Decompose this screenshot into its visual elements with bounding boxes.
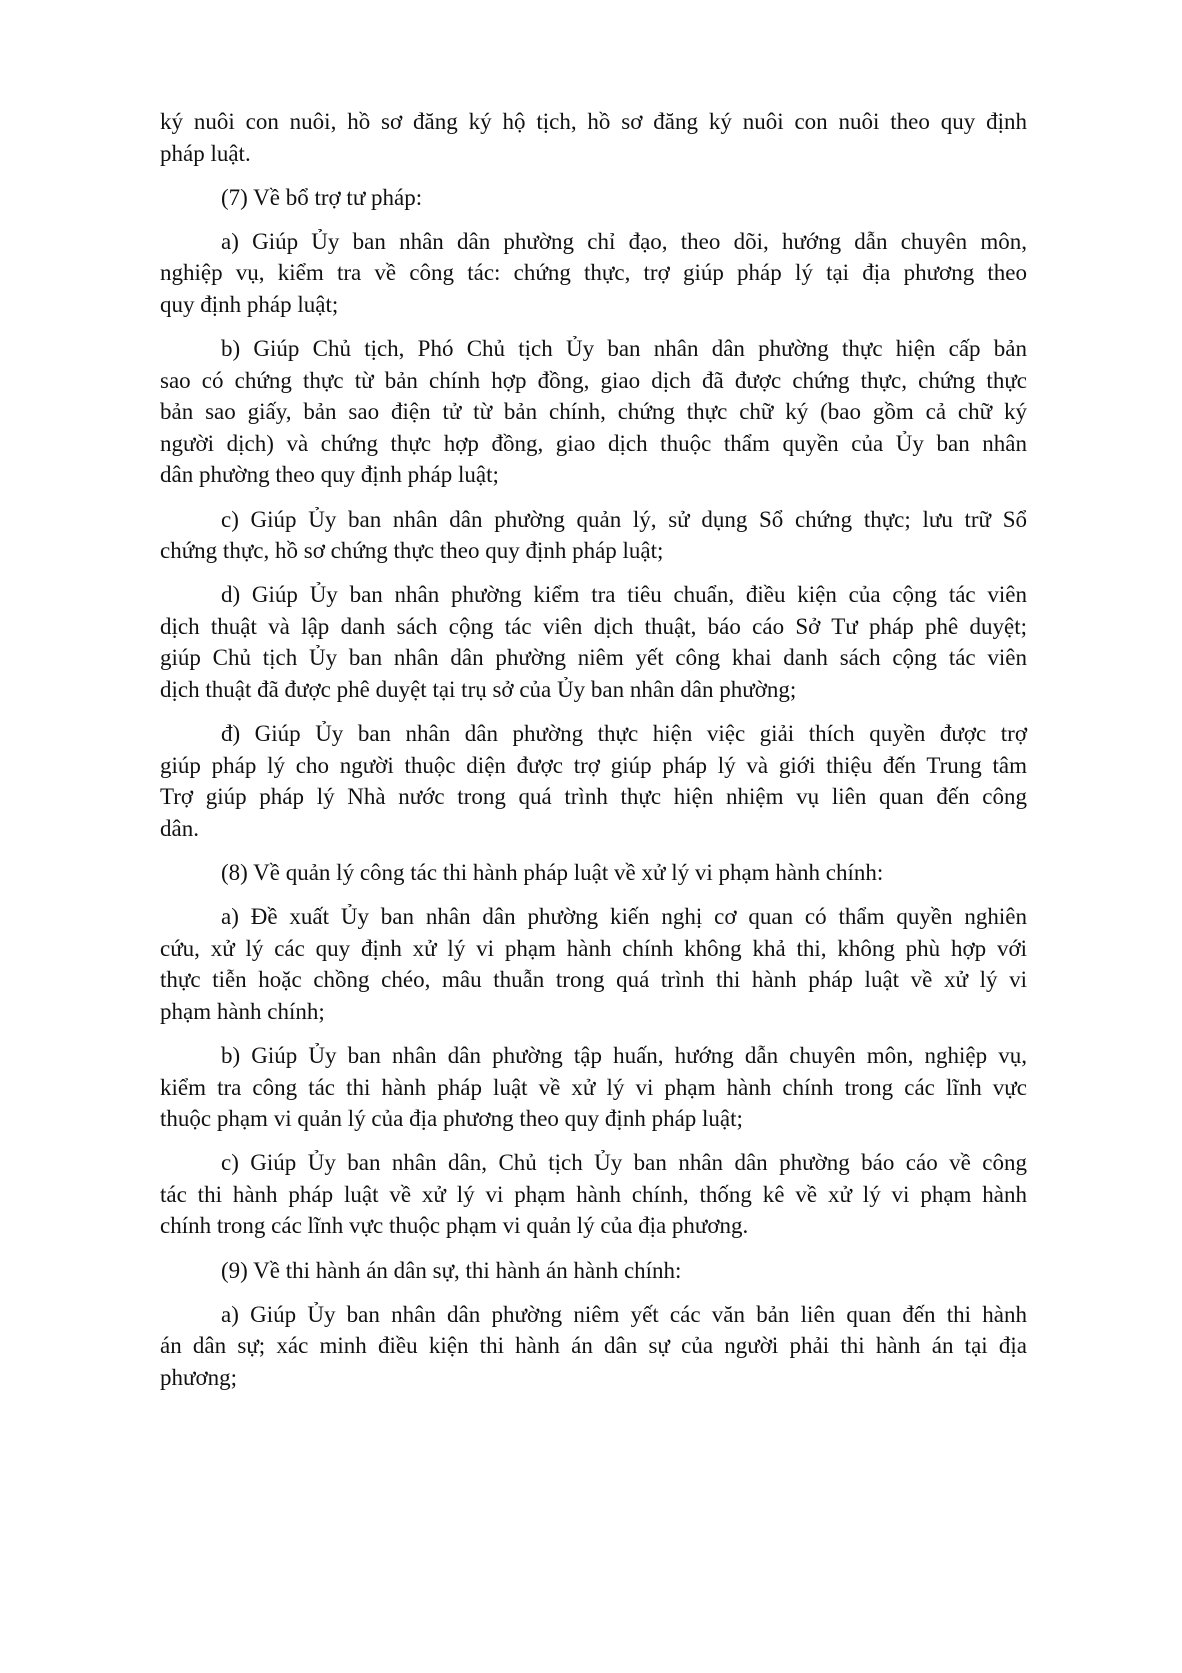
- text-line: kiểm tra công tác thi hành pháp luật về xử lý vi phạm hành chính trong các lĩnh vực: [160, 1074, 1027, 1100]
- text-line: phạm hành chính;: [160, 998, 325, 1024]
- text-line: sao có chứng thực từ bản chính hợp đồng, giao dịch đã được chứng thực, chứng thực: [160, 367, 1027, 393]
- document-page: [160, 106, 1027, 1406]
- text-line: bản sao giấy, bản sao điện tử từ bản chính, chứng thực chữ ký (bao gồm cả chữ ký: [160, 399, 1027, 425]
- text-line: (9) Về thi hành án dân sự, thi hành án hành chính:: [221, 1257, 682, 1283]
- paragraph: [160, 333, 1027, 491]
- paragraph: [160, 718, 1027, 844]
- text-line: nghiệp vụ, kiểm tra về công tác: chứng thực, trợ giúp pháp lý tại địa phương theo: [160, 260, 1027, 286]
- text-line: c) Giúp Ủy ban nhân dân phường quản lý, sử dụng Sổ chứng thực; lưu trữ Sổ: [221, 506, 1027, 532]
- paragraph: [160, 106, 1027, 169]
- text-line: ký nuôi con nuôi, hồ sơ đăng ký hộ tịch, hồ sơ đăng ký nuôi con nuôi theo quy định: [160, 109, 1027, 134]
- paragraph: [160, 579, 1027, 705]
- text-line: dân.: [160, 815, 199, 841]
- text-line: Trợ giúp pháp lý Nhà nước trong quá trình thực hiện nhiệm vụ liên quan đến công: [160, 784, 1027, 810]
- text-line: tác thi hành pháp luật về xử lý vi phạm hành chính, thống kê về xử lý vi phạm hành: [160, 1181, 1027, 1207]
- text-line: pháp luật.: [160, 140, 251, 166]
- text-line: chính trong các lĩnh vực thuộc phạm vi quản lý của địa phương.: [160, 1213, 749, 1239]
- text-line: án dân sự; xác minh điều kiện thi hành án dân sự của người phải thi hành án tại địa: [160, 1333, 1027, 1359]
- paragraph: [160, 1255, 1027, 1287]
- text-line: b) Giúp Ủy ban nhân dân phường tập huấn, hướng dẫn chuyên môn, nghiệp vụ,: [221, 1042, 1027, 1068]
- text-line: (8) Về quản lý công tác thi hành pháp luật về xử lý vi phạm hành chính:: [221, 859, 884, 885]
- paragraph: [160, 901, 1027, 1027]
- text-line: thực tiễn hoặc chồng chéo, mâu thuẫn trong quá trình thi hành pháp luật về xử lý vi: [160, 967, 1027, 993]
- text-line: dịch thuật đã được phê duyệt tại trụ sở của Ủy ban nhân dân phường;: [160, 677, 797, 702]
- text-line: giúp pháp lý cho người thuộc diện được trợ giúp pháp lý và giới thiệu đến Trung tâm: [160, 752, 1027, 778]
- text-line: a) Giúp Ủy ban nhân dân phường niêm yết các văn bản liên quan đến thi hành: [221, 1301, 1027, 1327]
- text-line: quy định pháp luật;: [160, 291, 339, 317]
- paragraph: [160, 1040, 1027, 1135]
- text-line: phương;: [160, 1364, 238, 1390]
- text-line: d) Giúp Ủy ban nhân phường kiểm tra tiêu chuẩn, điều kiện của cộng tác viên: [221, 582, 1027, 608]
- text-line: b) Giúp Chủ tịch, Phó Chủ tịch Ủy ban nhân dân phường thực hiện cấp bản: [221, 336, 1027, 362]
- text-line: dịch thuật và lập danh sách cộng tác viên dịch thuật, báo cáo Sở Tư pháp phê duyệt;: [160, 613, 1027, 639]
- paragraph: [160, 504, 1027, 567]
- text-line: đ) Giúp Ủy ban nhân dân phường thực hiện việc giải thích quyền được trợ: [221, 721, 1027, 747]
- paragraph: [160, 857, 1027, 889]
- text-line: a) Đề xuất Ủy ban nhân dân phường kiến nghị cơ quan có thẩm quyền nghiên: [221, 904, 1027, 930]
- paragraph: [160, 226, 1027, 321]
- text-line: chứng thực, hồ sơ chứng thực theo quy định pháp luật;: [160, 538, 664, 564]
- text-line: (7) Về bổ trợ tư pháp:: [221, 184, 423, 210]
- paragraph: [160, 182, 1027, 214]
- text-line: cứu, xử lý các quy định xử lý vi phạm hành chính không khả thi, không phù hợp với: [160, 935, 1027, 961]
- text-line: c) Giúp Ủy ban nhân dân, Chủ tịch Ủy ban nhân dân phường báo cáo về công: [221, 1150, 1027, 1176]
- paragraph: [160, 1299, 1027, 1394]
- text-line: người dịch) và chứng thực hợp đồng, giao dịch thuộc thẩm quyền của Ủy ban nhân: [160, 430, 1027, 456]
- text-line: a) Giúp Ủy ban nhân dân phường chỉ đạo, theo dõi, hướng dẫn chuyên môn,: [221, 228, 1027, 254]
- text-line: thuộc phạm vi quản lý của địa phương theo quy định pháp luật;: [160, 1106, 743, 1132]
- paragraph: [160, 1147, 1027, 1242]
- text-line: dân phường theo quy định pháp luật;: [160, 462, 499, 488]
- text-line: giúp Chủ tịch Ủy ban nhân dân phường niêm yết công khai danh sách cộng tác viên: [160, 645, 1027, 671]
